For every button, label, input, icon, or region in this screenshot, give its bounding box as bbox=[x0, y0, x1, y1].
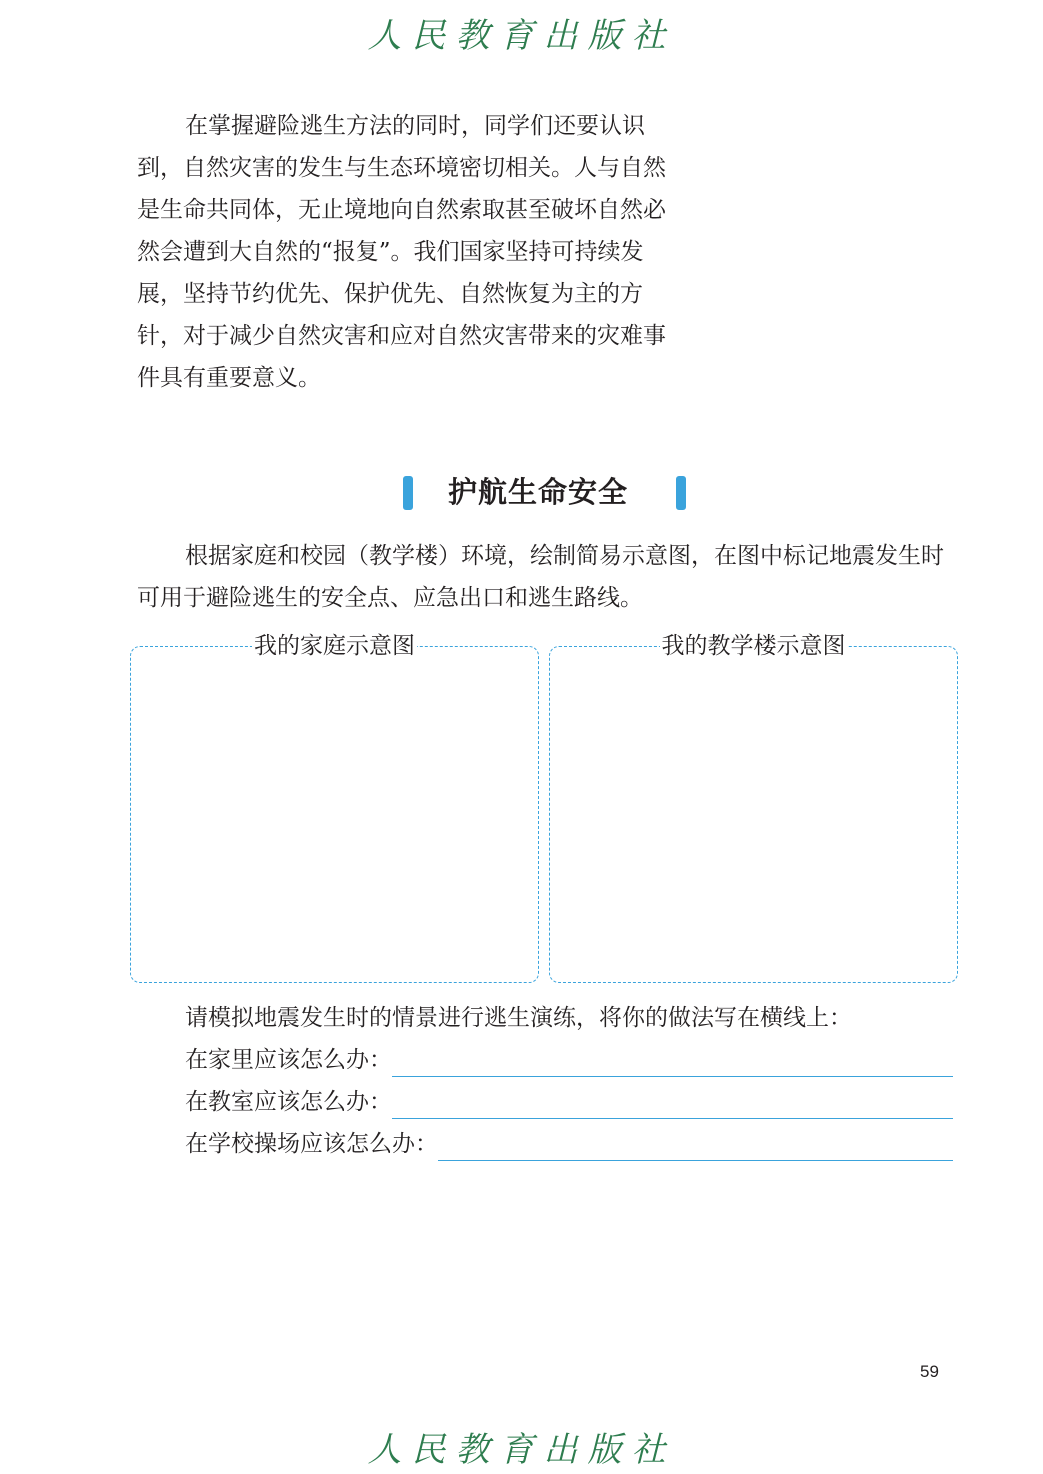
question-classroom-label: 在教室应该怎么办： bbox=[185, 1089, 392, 1115]
section-title: 护航生命安全 bbox=[448, 475, 629, 509]
school-building-diagram-label: 我的教学楼示意图 bbox=[661, 633, 846, 659]
question-playground-label: 在学校操场应该怎么办： bbox=[185, 1131, 438, 1157]
question-home-label: 在家里应该怎么办： bbox=[185, 1047, 392, 1073]
heading-bar-left bbox=[403, 476, 413, 510]
publisher-watermark-bottom: 人民教育出版社 bbox=[367, 1430, 676, 1470]
paragraph-ecology bbox=[137, 105, 677, 399]
page-number: 59 bbox=[920, 1362, 939, 1381]
question-playground bbox=[185, 1123, 953, 1165]
home-diagram-label-wrap bbox=[131, 628, 538, 664]
answer-line-classroom[interactable] bbox=[392, 1117, 953, 1119]
answer-line-home[interactable] bbox=[392, 1075, 953, 1077]
drill-intro: 请模拟地震发生时的情景进行逃生演练，将你的做法写在横线上： bbox=[185, 1005, 852, 1031]
question-classroom bbox=[185, 1081, 953, 1123]
activity-instruction-text: 根据家庭和校园（教学楼）环境，绘制简易示意图，在图中标记地震发生时可用于避险逃生的安全点、应急出口和逃生路线。 bbox=[137, 543, 944, 611]
home-diagram-box[interactable] bbox=[130, 633, 539, 983]
school-building-diagram-box[interactable] bbox=[549, 633, 958, 983]
heading-bar-right bbox=[676, 476, 686, 510]
home-diagram-label: 我的家庭示意图 bbox=[254, 633, 415, 659]
school-diagram-label-wrap bbox=[550, 628, 957, 664]
question-home bbox=[185, 1039, 953, 1081]
answer-line-playground[interactable] bbox=[438, 1159, 953, 1161]
publisher-watermark-top: 人民教育出版社 bbox=[367, 16, 676, 56]
activity-instruction bbox=[137, 535, 957, 619]
section-heading bbox=[0, 468, 1043, 518]
paragraph-ecology-text: 在掌握避险逃生方法的同时，同学们还要认识到，自然灾害的发生与生态环境密切相关。人与自然是生命共同体，无止境地向自然索取甚至破坏自然必然会遭到大自然的“报复”。我们国家坚持可持续发展，坚持节约优先、保护优先、自然恢复为主的方针，对于减少自然灾害和应对自然灾害带来的灾难事件具有重要意义。 bbox=[137, 113, 666, 391]
